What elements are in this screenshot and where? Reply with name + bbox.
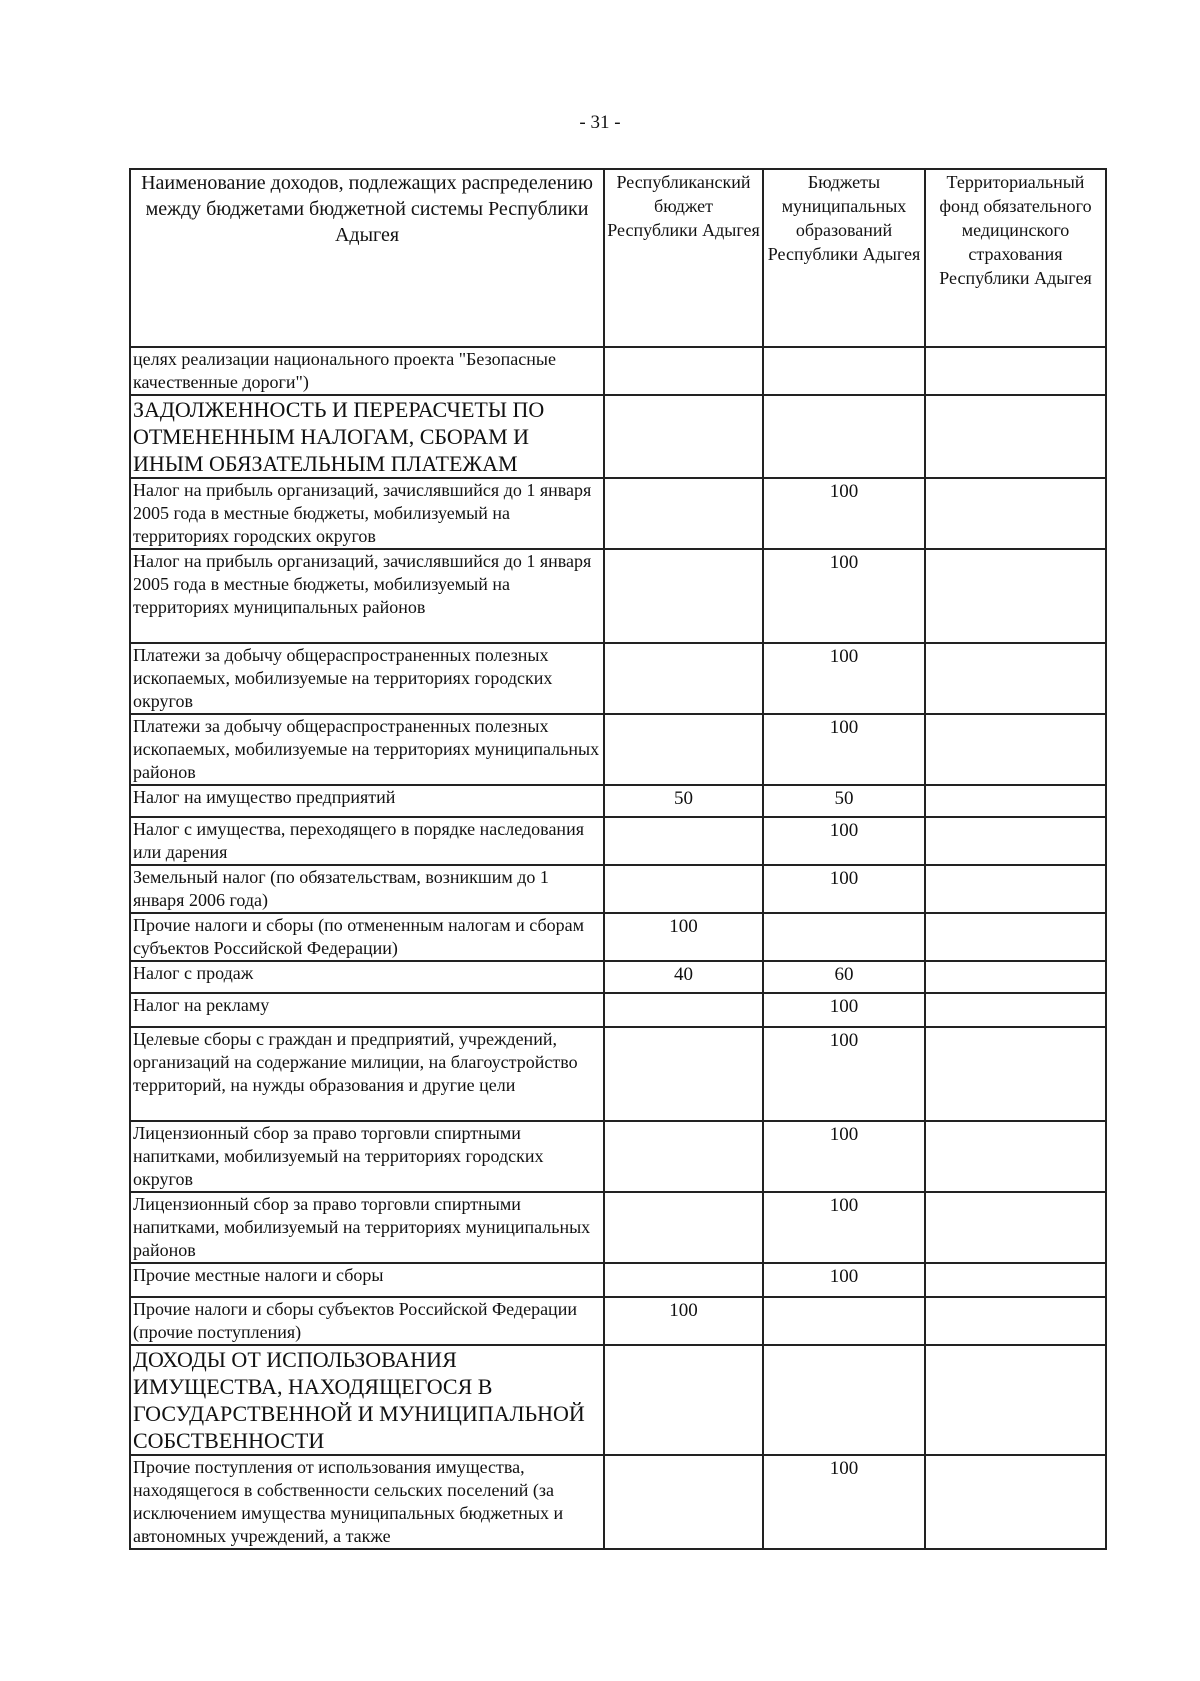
revenue-name: Налог с имущества, переходящего в порядке наследования или дарения <box>130 817 604 865</box>
municipal-share: 100 <box>763 1192 925 1263</box>
municipal-share: 100 <box>763 1455 925 1549</box>
revenue-distribution-table <box>129 168 1107 1550</box>
section-heading-row <box>130 395 1106 478</box>
header-municipal-budgets: Бюджеты муниципальных образований Республики Адыгея <box>763 169 925 347</box>
table-row <box>130 993 1106 1027</box>
municipal-share <box>763 395 925 478</box>
table-row <box>130 961 1106 993</box>
republic-share <box>604 1455 763 1549</box>
revenue-name: Платежи за добычу общераспространенных полезных ископаемых, мобилизуемые на территориях муниципальных районов <box>130 714 604 785</box>
republic-share <box>604 865 763 913</box>
municipal-share: 100 <box>763 993 925 1027</box>
fund-share <box>925 1263 1106 1297</box>
republic-share <box>604 1121 763 1192</box>
fund-share <box>925 1192 1106 1263</box>
fund-share <box>925 913 1106 961</box>
republic-share <box>604 643 763 714</box>
municipal-share: 50 <box>763 785 925 817</box>
page-number: - 31 - <box>579 112 621 133</box>
revenue-name: Лицензионный сбор за право торговли спиртными напитками, мобилизуемый на территориях муниципальных районов <box>130 1192 604 1263</box>
republic-share <box>604 1345 763 1455</box>
header-health-insurance-fund: Территориальный фонд обязательного медицинского страхования Республики Адыгея <box>925 169 1106 347</box>
fund-share <box>925 1297 1106 1345</box>
municipal-share: 100 <box>763 1263 925 1297</box>
table-row <box>130 478 1106 549</box>
fund-share <box>925 961 1106 993</box>
municipal-share: 100 <box>763 549 925 643</box>
revenue-name: Налог на рекламу <box>130 993 604 1027</box>
table-row <box>130 1027 1106 1121</box>
fund-share <box>925 478 1106 549</box>
fund-share <box>925 347 1106 395</box>
republic-share: 100 <box>604 913 763 961</box>
republic-share <box>604 993 763 1027</box>
revenue-name: целях реализации национального проекта "Безопасные качественные дороги") <box>130 347 604 395</box>
municipal-share: 60 <box>763 961 925 993</box>
republic-share <box>604 817 763 865</box>
revenue-name: Целевые сборы с граждан и предприятий, учреждений, организаций на содержание милиции, на благоустройство территорий, на нужды образования и другие цели <box>130 1027 604 1121</box>
fund-share <box>925 993 1106 1027</box>
fund-share <box>925 785 1106 817</box>
municipal-share <box>763 913 925 961</box>
fund-share <box>925 1121 1106 1192</box>
revenue-name: Лицензионный сбор за право торговли спиртными напитками, мобилизуемый на территориях городских округов <box>130 1121 604 1192</box>
municipal-share <box>763 1297 925 1345</box>
table-row <box>130 785 1106 817</box>
revenue-name: Налог на имущество предприятий <box>130 785 604 817</box>
revenue-name: Прочие поступления от использования имущества, находящегося в собственности сельских поселений (за исключением имущества муниципальных бюджетных и автономных учреждений, а также <box>130 1455 604 1549</box>
header-republic-budget: Республиканский бюджет Республики Адыгея <box>604 169 763 347</box>
table-row <box>130 1297 1106 1345</box>
republic-share: 100 <box>604 1297 763 1345</box>
table-row <box>130 714 1106 785</box>
table-row <box>130 549 1106 643</box>
revenue-name: Налог на прибыль организаций, зачислявшийся до 1 января 2005 года в местные бюджеты, мобилизуемый на территориях городских округов <box>130 478 604 549</box>
municipal-share: 100 <box>763 478 925 549</box>
republic-share <box>604 395 763 478</box>
fund-share <box>925 817 1106 865</box>
municipal-share: 100 <box>763 643 925 714</box>
fund-share <box>925 714 1106 785</box>
revenue-name: Земельный налог (по обязательствам, возникшим до 1 января 2006 года) <box>130 865 604 913</box>
section-heading: ЗАДОЛЖЕННОСТЬ И ПЕРЕРАСЧЕТЫ ПО ОТМЕНЕННЫМ НАЛОГАМ, СБОРАМ И ИНЫМ ОБЯЗАТЕЛЬНЫМ ПЛАТЕЖАМ <box>130 395 604 478</box>
municipal-share <box>763 347 925 395</box>
municipal-share: 100 <box>763 714 925 785</box>
table-row <box>130 1192 1106 1263</box>
municipal-share: 100 <box>763 1121 925 1192</box>
municipal-share <box>763 1345 925 1455</box>
republic-share <box>604 1027 763 1121</box>
republic-share <box>604 549 763 643</box>
fund-share <box>925 1027 1106 1121</box>
fund-share <box>925 643 1106 714</box>
table-row <box>130 1455 1106 1549</box>
revenue-name: Прочие налоги и сборы (по отмененным налогам и сборам субъектов Российской Федерации) <box>130 913 604 961</box>
fund-share <box>925 549 1106 643</box>
republic-share <box>604 1192 763 1263</box>
fund-share <box>925 1345 1106 1455</box>
republic-share <box>604 1263 763 1297</box>
republic-share <box>604 478 763 549</box>
table-row <box>130 1121 1106 1192</box>
table-header-row <box>130 169 1106 347</box>
revenue-name: Прочие налоги и сборы субъектов Российской Федерации (прочие поступления) <box>130 1297 604 1345</box>
revenue-name: Налог на прибыль организаций, зачислявшийся до 1 января 2005 года в местные бюджеты, мобилизуемый на территориях муниципальных районов <box>130 549 604 643</box>
section-heading: ДОХОДЫ ОТ ИСПОЛЬЗОВАНИЯ ИМУЩЕСТВА, НАХОДЯЩЕГОСЯ В ГОСУДАРСТВЕННОЙ И МУНИЦИПАЛЬНОЙ СОБСТВЕННОСТИ <box>130 1345 604 1455</box>
republic-share <box>604 714 763 785</box>
section-heading-row <box>130 1345 1106 1455</box>
municipal-share: 100 <box>763 1027 925 1121</box>
table-row <box>130 1263 1106 1297</box>
fund-share <box>925 865 1106 913</box>
header-revenue-name: Наименование доходов, подлежащих распределению между бюджетами бюджетной системы Республики Адыгея <box>130 169 604 347</box>
table-row <box>130 347 1106 395</box>
republic-share <box>604 347 763 395</box>
fund-share <box>925 1455 1106 1549</box>
municipal-share: 100 <box>763 865 925 913</box>
fund-share <box>925 395 1106 478</box>
republic-share: 40 <box>604 961 763 993</box>
table-row <box>130 913 1106 961</box>
table-row <box>130 865 1106 913</box>
municipal-share: 100 <box>763 817 925 865</box>
revenue-name: Прочие местные налоги и сборы <box>130 1263 604 1297</box>
table-row <box>130 643 1106 714</box>
table-row <box>130 817 1106 865</box>
revenue-name: Налог с продаж <box>130 961 604 993</box>
revenue-name: Платежи за добычу общераспространенных полезных ископаемых, мобилизуемые на территориях городских округов <box>130 643 604 714</box>
republic-share: 50 <box>604 785 763 817</box>
